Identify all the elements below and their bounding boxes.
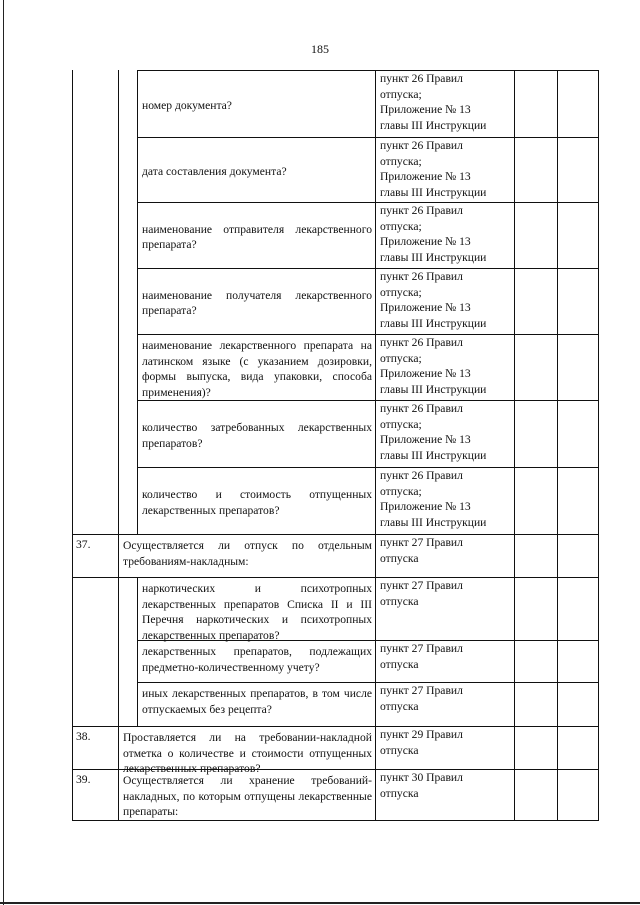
question-text: наименование получателя лекарственного препарата? [142,288,372,317]
answer-cell-1[interactable] [514,577,557,640]
reference-line: отпуска [380,657,419,671]
answer-cell-1[interactable] [514,534,557,577]
legal-reference [380,71,511,133]
legal-reference [380,535,511,566]
row-border-bottom [72,820,599,821]
reference-line: Приложение № 13 [380,500,471,513]
reference-line: пункт 27 Правил [380,579,463,592]
legal-reference [380,138,511,200]
reference-line: Приложение № 13 [380,301,471,314]
legal-reference [380,203,511,265]
question-text: наименование лекарственного препарата на латинском языке (с указанием дозировки, формы выпуска, вида упаковки, способа применения)? [142,339,372,399]
answer-cell-1[interactable] [514,202,557,268]
legal-reference [380,401,511,463]
answer-cell-2[interactable] [557,640,598,682]
reference-line: пункт 27 Правил [380,642,463,655]
reference-line: пункт 26 Правил [380,469,463,482]
answer-cell-1[interactable] [514,70,557,137]
reference-line: главы III Инструкции [380,118,487,132]
question-text: иных лекарственных препаратов, в том числе отпускаемых без рецепта? [142,687,372,716]
reference-line: Приложение № 13 [380,103,471,116]
question-text: наименование отправителя лекарственного препарата? [142,222,372,251]
legal-reference [380,578,511,609]
reference-line: главы III Инструкции [380,185,487,199]
answer-cell-2[interactable] [557,682,598,726]
subitem-indent-border [137,137,138,202]
reference-line: главы III Инструкции [380,448,487,462]
reference-line: отпуска [380,551,419,565]
answer-cell-2[interactable] [557,334,598,400]
reference-line: отпуска [380,699,419,713]
reference-line: пункт 26 Правил [380,336,463,349]
subitem-indent-border [137,682,138,726]
subitem-indent-border [137,268,138,334]
legal-reference [380,641,511,672]
answer-cell-1[interactable] [514,334,557,400]
item-number: 38. [76,730,91,743]
reference-line: пункт 27 Правил [380,684,463,697]
reference-line: главы III Инструкции [380,250,487,264]
reference-line: Приложение № 13 [380,367,471,380]
question-text: наркотических и психотропных лекарственных препаратов Списка II и III Перечня наркотических и психотропных лекарственных препаратов? [142,582,372,642]
item-number: 37. [76,538,91,551]
answer-cell-1[interactable] [514,682,557,726]
reference-line: отпуска; [380,285,422,299]
column-divider-number [118,70,119,820]
subitem-indent-border [137,640,138,682]
answer-cell-1[interactable] [514,400,557,467]
question-text: дата составления документа? [142,164,287,178]
answer-cell-2[interactable] [557,769,598,820]
reference-line: отпуска [380,594,419,608]
answer-cell-2[interactable] [557,577,598,640]
reference-line: пункт 26 Правил [380,204,463,217]
reference-line: отпуска; [380,484,422,498]
reference-line: Приложение № 13 [380,235,471,248]
reference-line: главы III Инструкции [380,316,487,330]
question-text: количество и стоимость отпущенных лекарственных препаратов? [142,488,372,517]
subitem-indent-border [137,334,138,400]
legal-reference [380,683,511,714]
subitem-indent-border [137,577,138,640]
reference-line: отпуска; [380,87,422,101]
question-text: лекарственных препаратов, подлежащих предметно-количественному учету? [142,645,372,674]
answer-cell-1[interactable] [514,726,557,769]
question-text: Проставляется ли на требовании-накладной отметка о количестве и стоимости отпущенных лекарственных препаратов? [123,731,372,775]
answer-cell-2[interactable] [557,268,598,334]
legal-reference [380,335,511,397]
reference-line: пункт 30 Правил [380,771,463,784]
reference-line: пункт 26 Правил [380,72,463,85]
legal-reference [380,770,511,801]
reference-line: главы III Инструкции [380,382,487,396]
reference-line: пункт 29 Правил [380,728,463,741]
answer-cell-2[interactable] [557,202,598,268]
question-text: количество затребованных лекарственных препаратов? [142,421,372,450]
reference-line: Приложение № 13 [380,433,471,446]
question-text: Осуществляется ли отпуск по отдельным требованиям-накладным: [123,539,372,568]
reference-line: отпуска; [380,417,422,431]
table-border-left [72,70,73,820]
legal-reference [380,727,511,758]
reference-line: отпуска; [380,351,422,365]
item-number: 39. [76,773,91,786]
subitem-indent-border [137,467,138,534]
answer-cell-1[interactable] [514,467,557,534]
page-number: 185 [311,42,329,56]
reference-line: отпуска; [380,219,422,233]
answer-cell-2[interactable] [557,726,598,769]
answer-cell-2[interactable] [557,400,598,467]
answer-cell-1[interactable] [514,640,557,682]
reference-line: главы III Инструкции [380,515,487,529]
reference-line: пункт 26 Правил [380,270,463,283]
reference-line: отпуска [380,786,419,800]
answer-cell-2[interactable] [557,70,598,137]
reference-line: пункт 27 Правил [380,536,463,549]
answer-cell-2[interactable] [557,467,598,534]
legal-reference [380,269,511,331]
question-text: Осуществляется ли хранение требований-накладных, по которым отпущены лекарственные препараты: [123,774,372,818]
column-divider-question [375,70,376,820]
answer-cell-1[interactable] [514,137,557,202]
reference-line: пункт 26 Правил [380,139,463,152]
question-text: номер документа? [142,98,232,112]
answer-cell-2[interactable] [557,137,598,202]
reference-line: отпуска [380,743,419,757]
answer-cell-1[interactable] [514,769,557,820]
reference-line: пункт 26 Правил [380,402,463,415]
answer-cell-1[interactable] [514,268,557,334]
subitem-indent-border [137,70,138,137]
subitem-indent-border [137,202,138,268]
reference-line: отпуска; [380,154,422,168]
answer-cell-2[interactable] [557,534,598,577]
legal-reference [380,468,511,530]
reference-line: Приложение № 13 [380,170,471,183]
subitem-indent-border [137,400,138,467]
table-border-right [598,70,599,820]
